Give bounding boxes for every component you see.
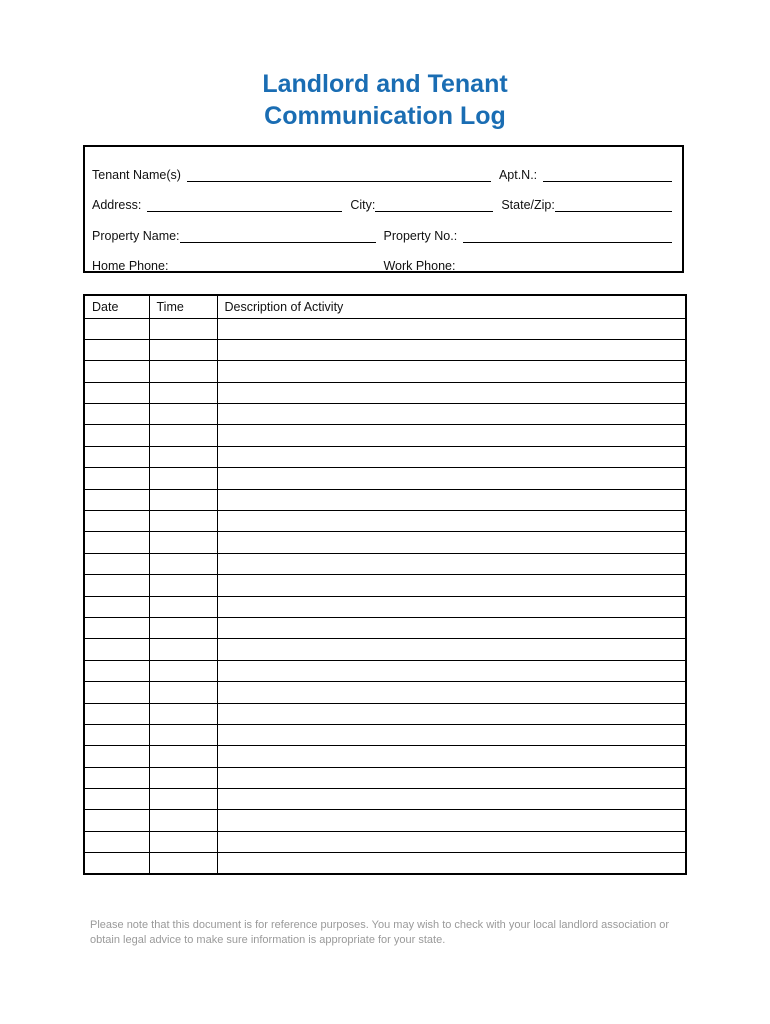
table-row <box>84 724 686 745</box>
table-row <box>84 639 686 660</box>
date-cell[interactable] <box>84 382 149 403</box>
home-phone-field[interactable] <box>174 260 375 273</box>
address-row <box>92 194 672 212</box>
tenant-row <box>92 164 672 182</box>
table-row <box>84 575 686 596</box>
table-row <box>84 339 686 360</box>
description-cell[interactable] <box>217 682 686 703</box>
date-cell[interactable] <box>84 746 149 767</box>
table-row <box>84 703 686 724</box>
date-cell[interactable] <box>84 425 149 446</box>
description-cell[interactable] <box>217 639 686 660</box>
table-row <box>84 660 686 681</box>
time-cell[interactable] <box>149 425 217 446</box>
date-cell[interactable] <box>84 660 149 681</box>
date-cell[interactable] <box>84 553 149 574</box>
property-no-field[interactable] <box>463 230 672 243</box>
date-cell[interactable] <box>84 682 149 703</box>
table-row <box>84 596 686 617</box>
time-cell[interactable] <box>149 767 217 788</box>
time-cell[interactable] <box>149 724 217 745</box>
date-cell[interactable] <box>84 361 149 382</box>
time-cell[interactable] <box>149 596 217 617</box>
time-cell[interactable] <box>149 339 217 360</box>
date-cell[interactable] <box>84 831 149 852</box>
date-cell[interactable] <box>84 404 149 425</box>
description-cell[interactable] <box>217 532 686 553</box>
time-cell[interactable] <box>149 575 217 596</box>
description-cell[interactable] <box>217 489 686 510</box>
date-cell[interactable] <box>84 703 149 724</box>
description-cell[interactable] <box>217 810 686 831</box>
table-row <box>84 789 686 810</box>
address-label: Address: <box>92 198 142 212</box>
description-cell[interactable] <box>217 425 686 446</box>
property-name-field[interactable] <box>180 230 376 243</box>
table-row <box>84 810 686 831</box>
description-cell[interactable] <box>217 446 686 467</box>
description-cell[interactable] <box>217 660 686 681</box>
apt-label: Apt.N.: <box>498 168 538 182</box>
home-phone-label: Home Phone: <box>92 259 169 273</box>
time-cell[interactable] <box>149 532 217 553</box>
state-zip-label: State/Zip: <box>501 198 555 212</box>
property-row <box>92 225 672 243</box>
table-row <box>84 318 686 339</box>
description-cell[interactable] <box>217 339 686 360</box>
description-cell[interactable] <box>217 703 686 724</box>
description-cell[interactable] <box>217 767 686 788</box>
date-cell[interactable] <box>84 724 149 745</box>
time-cell[interactable] <box>149 382 217 403</box>
date-cell[interactable] <box>84 810 149 831</box>
document-title <box>0 68 770 132</box>
address-field[interactable] <box>147 199 342 212</box>
date-cell[interactable] <box>84 511 149 532</box>
date-cell[interactable] <box>84 446 149 467</box>
time-cell[interactable] <box>149 617 217 638</box>
date-cell[interactable] <box>84 767 149 788</box>
tenant-info-box <box>83 145 684 273</box>
description-cell[interactable] <box>217 511 686 532</box>
date-column-header: Date <box>84 295 149 318</box>
time-cell[interactable] <box>149 468 217 489</box>
description-column-header: Description of Activity <box>217 295 686 318</box>
time-cell[interactable] <box>149 639 217 660</box>
tenant-name-field[interactable] <box>187 169 491 182</box>
date-cell[interactable] <box>84 532 149 553</box>
date-cell[interactable] <box>84 468 149 489</box>
description-cell[interactable] <box>217 596 686 617</box>
work-phone-field[interactable] <box>461 260 672 273</box>
description-cell[interactable] <box>217 468 686 489</box>
disclaimer-note: Please note that this document is for reference purposes. You may wish to check with your local landlord association or obtain legal advice to make sure information is appropriate for your state. <box>90 919 670 946</box>
description-cell[interactable] <box>217 853 686 874</box>
date-cell[interactable] <box>84 617 149 638</box>
time-cell[interactable] <box>149 318 217 339</box>
time-cell[interactable] <box>149 746 217 767</box>
tenant-name-label: Tenant Name(s) <box>92 168 181 182</box>
time-cell[interactable] <box>149 553 217 574</box>
table-row <box>84 746 686 767</box>
date-cell[interactable] <box>84 575 149 596</box>
time-cell[interactable] <box>149 660 217 681</box>
description-cell[interactable] <box>217 789 686 810</box>
description-cell[interactable] <box>217 746 686 767</box>
city-field[interactable] <box>375 199 493 212</box>
phone-row <box>92 255 672 273</box>
log-table-body <box>84 318 686 874</box>
date-cell[interactable] <box>84 639 149 660</box>
description-cell[interactable] <box>217 382 686 403</box>
date-cell[interactable] <box>84 339 149 360</box>
state-zip-field[interactable] <box>555 199 672 212</box>
time-cell[interactable] <box>149 511 217 532</box>
table-row <box>84 682 686 703</box>
date-cell[interactable] <box>84 318 149 339</box>
time-cell[interactable] <box>149 361 217 382</box>
work-phone-label: Work Phone: <box>383 259 456 273</box>
property-no-label: Property No.: <box>383 229 458 243</box>
time-cell[interactable] <box>149 489 217 510</box>
description-cell[interactable] <box>217 361 686 382</box>
table-row <box>84 767 686 788</box>
date-cell[interactable] <box>84 489 149 510</box>
table-row <box>84 404 686 425</box>
description-cell[interactable] <box>217 553 686 574</box>
table-row <box>84 532 686 553</box>
table-row <box>84 489 686 510</box>
property-name-label: Property Name: <box>92 229 180 243</box>
time-cell[interactable] <box>149 810 217 831</box>
apt-field[interactable] <box>543 169 672 182</box>
title-line-2: Communication Log <box>264 102 506 130</box>
table-row <box>84 446 686 467</box>
table-row <box>84 617 686 638</box>
table-row <box>84 831 686 852</box>
description-cell[interactable] <box>217 831 686 852</box>
table-row <box>84 853 686 874</box>
description-cell[interactable] <box>217 318 686 339</box>
table-row <box>84 511 686 532</box>
city-label: City: <box>350 198 376 212</box>
table-row <box>84 468 686 489</box>
table-row <box>84 361 686 382</box>
date-cell[interactable] <box>84 596 149 617</box>
time-cell[interactable] <box>149 404 217 425</box>
time-cell[interactable] <box>149 446 217 467</box>
description-cell[interactable] <box>217 404 686 425</box>
time-column-header: Time <box>149 295 217 318</box>
description-cell[interactable] <box>217 617 686 638</box>
time-cell[interactable] <box>149 831 217 852</box>
table-row <box>84 382 686 403</box>
time-cell[interactable] <box>149 789 217 810</box>
table-row <box>84 425 686 446</box>
date-cell[interactable] <box>84 853 149 874</box>
table-row <box>84 553 686 574</box>
time-cell[interactable] <box>149 682 217 703</box>
title-line-1: Landlord and Tenant <box>262 70 508 98</box>
date-cell[interactable] <box>84 789 149 810</box>
time-cell[interactable] <box>149 853 217 874</box>
communication-log-table <box>83 294 687 875</box>
description-cell[interactable] <box>217 724 686 745</box>
description-cell[interactable] <box>217 575 686 596</box>
time-cell[interactable] <box>149 703 217 724</box>
table-header-row <box>84 295 686 318</box>
